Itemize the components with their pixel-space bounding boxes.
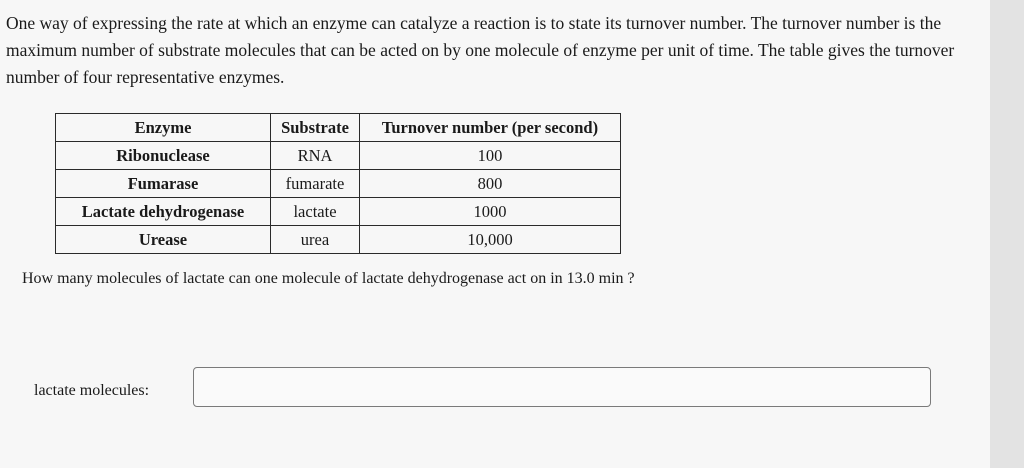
enzyme-cell: Lactate dehydrogenase <box>56 198 271 226</box>
turnover-cell: 100 <box>360 142 621 170</box>
lactate-molecules-input[interactable] <box>193 367 931 407</box>
turnover-cell: 800 <box>360 170 621 198</box>
turnover-cell: 10,000 <box>360 226 621 254</box>
header-turnover: Turnover number (per second) <box>360 114 621 142</box>
table-row <box>56 226 621 254</box>
enzyme-cell: Fumarase <box>56 170 271 198</box>
table-row <box>56 142 621 170</box>
enzyme-cell: Urease <box>56 226 271 254</box>
table-header-row <box>56 114 621 142</box>
table-row <box>56 198 621 226</box>
intro-paragraph: One way of expressing the rate at which an enzyme can catalyze a reaction is to state its turnover number. The turnover number is the maximum number of substrate molecules that can be acted on by one molecule of enzyme per unit of time. The table gives the turnover number of four representative enzymes. <box>6 13 955 87</box>
background-edge <box>990 0 1024 468</box>
enzyme-cell: Ribonuclease <box>56 142 271 170</box>
substrate-cell: RNA <box>271 142 360 170</box>
turnover-cell: 1000 <box>360 198 621 226</box>
header-enzyme: Enzyme <box>56 114 271 142</box>
header-substrate: Substrate <box>271 114 360 142</box>
question-text: How many molecules of lactate can one molecule of lactate dehydrogenase act on in 13.0 min ? <box>22 270 635 287</box>
table-row <box>56 170 621 198</box>
turnover-table <box>55 113 621 254</box>
substrate-cell: lactate <box>271 198 360 226</box>
substrate-cell: urea <box>271 226 360 254</box>
substrate-cell: fumarate <box>271 170 360 198</box>
answer-label: lactate molecules: <box>34 382 150 399</box>
